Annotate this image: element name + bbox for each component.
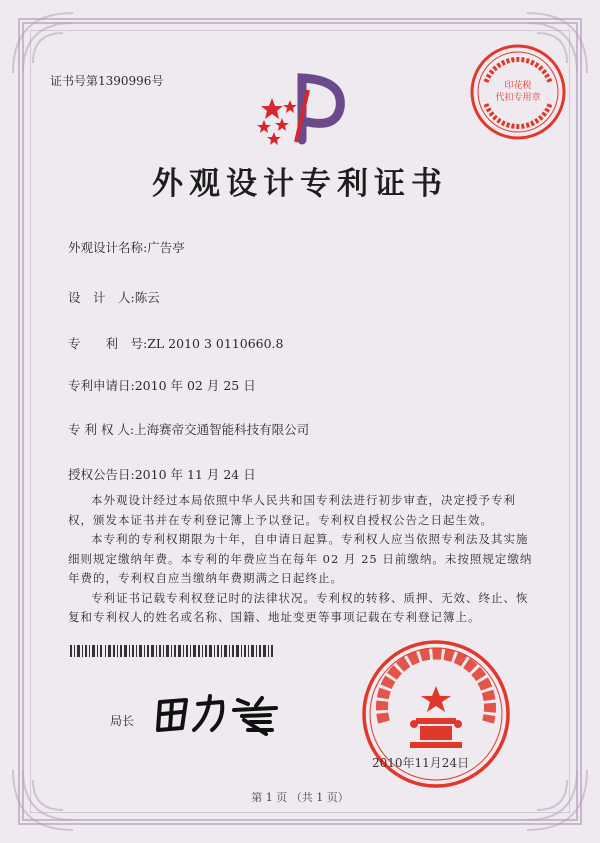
field-application-date (68, 376, 256, 394)
field-value: 上海赛帝交通智能科技有限公司 (134, 422, 310, 437)
field-label: 专利申请日: (68, 378, 135, 393)
field-label: 专 利 号: (68, 336, 148, 351)
director-signature (152, 690, 292, 736)
field-value: 2010 年 02 月 25 日 (134, 378, 256, 393)
svg-text:代扣专用章: 代扣专用章 (495, 93, 541, 103)
barcode (70, 645, 275, 657)
certificate-body (68, 491, 538, 628)
corner-ornament-top-left (8, 8, 78, 78)
field-label: 授权公告日: (68, 467, 135, 482)
field-design-name (68, 238, 185, 256)
field-grant-date (68, 465, 256, 483)
field-designer (68, 288, 160, 306)
director-label: 局长 (110, 714, 135, 728)
field-value: ZL 2010 3 0110660.8 (147, 336, 284, 351)
certificate-title: 外观设计专利证书 (152, 166, 448, 202)
issue-date: 2010年11月24日 (372, 756, 470, 770)
field-value: 2010 年 11 月 24 日 (134, 467, 256, 482)
field-patent-number (68, 334, 284, 352)
page-number: 第 1 页 （共 1 页） (251, 791, 349, 804)
body-paragraph: 本专利的专利权期限为十年，自申请日起算。专利权人应当依照专利法及其实施细则规定缴纳年费。本专利的年费应当在每年 02 月 25 日前缴纳。未按照规定缴纳年费的，专利权自应当缴纳年费期满之日起终止。 (68, 532, 533, 585)
field-patentee (68, 420, 309, 438)
stamp-duty-seal (468, 42, 568, 142)
field-label: 设 计 人: (68, 290, 135, 305)
certificate-number: 证书号第1390996号 (50, 74, 164, 88)
svg-text:印花税: 印花税 (504, 81, 532, 91)
field-value: 陈云 (134, 290, 160, 305)
field-value: 广告亭 (147, 240, 185, 255)
body-paragraph: 本外观设计经过本局依照中华人民共和国专利法进行初步审查，决定授予专利权，颁发本证书并在专利登记簿上予以登记。专利权自授权公告之日起生效。 (68, 493, 516, 527)
sipo-logo-icon (252, 70, 352, 148)
field-label: 专 利 权 人: (68, 422, 135, 437)
field-label: 外观设计名称: (68, 240, 148, 255)
body-paragraph: 专利证书记载专利权登记时的法律状况。专利权的转移、质押、无效、终止、恢复和专利权人的姓名或名称、国籍、地址变更等事项记载在专利登记簿上。 (68, 590, 529, 624)
